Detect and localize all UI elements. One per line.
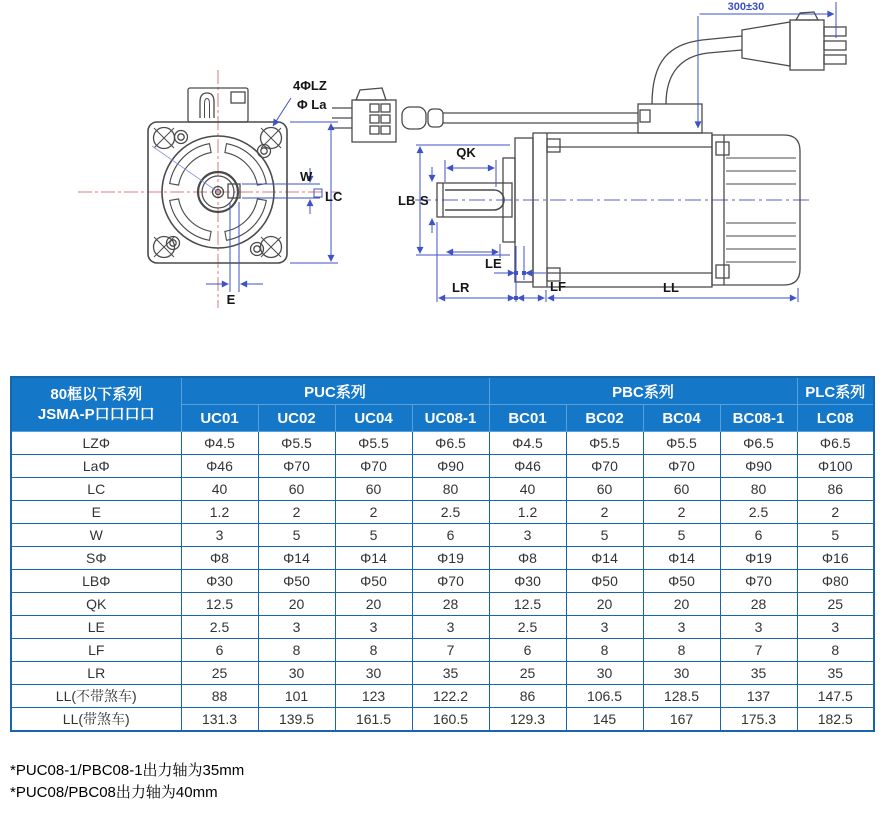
table-cell: Φ6.5 — [720, 432, 797, 455]
dim-label-le: LE — [485, 256, 502, 271]
table-cell: 128.5 — [643, 685, 720, 708]
corner-line1: 80框以下系列 — [50, 386, 143, 403]
table-cell: 8 — [335, 639, 412, 662]
table-cell: 2.5 — [181, 616, 258, 639]
table-cell: Φ46 — [489, 455, 566, 478]
table-cell: 25 — [489, 662, 566, 685]
table-cell: Φ5.5 — [335, 432, 412, 455]
table-cell: 106.5 — [566, 685, 643, 708]
table-cell: Φ50 — [258, 570, 335, 593]
table-cell: Φ14 — [566, 547, 643, 570]
table-cell: 30 — [643, 662, 720, 685]
dim-label-s: S — [420, 193, 429, 208]
cable-strain-relief — [402, 107, 426, 129]
power-connector — [742, 12, 846, 70]
table-row — [11, 662, 874, 685]
table-cell: 35 — [797, 662, 874, 685]
table-cell: 88 — [181, 685, 258, 708]
row-label: LF — [11, 639, 181, 662]
column-header: BC04 — [643, 405, 720, 432]
cooling-fins — [726, 158, 796, 262]
table-cell: 167 — [643, 708, 720, 732]
table-cell: 101 — [258, 685, 335, 708]
table-cell: 147.5 — [797, 685, 874, 708]
table-cell: Φ14 — [335, 547, 412, 570]
table-cell: Φ19 — [720, 547, 797, 570]
power-cable — [652, 36, 742, 104]
table-row — [11, 478, 874, 501]
table-cell: 3 — [720, 616, 797, 639]
table-cell: 20 — [335, 593, 412, 616]
row-label: QK — [11, 593, 181, 616]
table-cell: Φ50 — [566, 570, 643, 593]
table-cell: 86 — [489, 685, 566, 708]
junction-box — [638, 104, 702, 133]
table-cell: 28 — [720, 593, 797, 616]
column-header: LC08 — [797, 405, 874, 432]
table-cell: 2 — [258, 501, 335, 524]
table-cell: 122.2 — [412, 685, 489, 708]
table-cell: 1.2 — [181, 501, 258, 524]
table-cell: 80 — [412, 478, 489, 501]
table-cell: 86 — [797, 478, 874, 501]
table-cell: 1.2 — [489, 501, 566, 524]
table-row — [11, 432, 874, 455]
footnotes — [10, 760, 244, 804]
table-cell: 6 — [720, 524, 797, 547]
column-header: BC02 — [566, 405, 643, 432]
table-cell: 3 — [643, 616, 720, 639]
table-cell: 28 — [412, 593, 489, 616]
table-cell: 8 — [797, 639, 874, 662]
table-cell: 5 — [797, 524, 874, 547]
table-cell: Φ8 — [181, 547, 258, 570]
table-cell: Φ50 — [643, 570, 720, 593]
table-cell: Φ6.5 — [797, 432, 874, 455]
dim-label-phila: Φ La — [297, 97, 327, 112]
table-cell: 60 — [643, 478, 720, 501]
series-group-header: PLC系列 — [797, 377, 874, 405]
table-cell: 7 — [720, 639, 797, 662]
table-cell: 25 — [797, 593, 874, 616]
table-cell: 20 — [643, 593, 720, 616]
table-cell: 2 — [566, 501, 643, 524]
table-cell: 3 — [566, 616, 643, 639]
table-cell: Φ80 — [797, 570, 874, 593]
table-cell: 161.5 — [335, 708, 412, 732]
motor-body-side — [533, 133, 712, 287]
table-cell: Φ70 — [412, 570, 489, 593]
table-cell: 2.5 — [720, 501, 797, 524]
table-cell: 137 — [720, 685, 797, 708]
table-cell: 80 — [720, 478, 797, 501]
table-cell: 129.3 — [489, 708, 566, 732]
row-label: LC — [11, 478, 181, 501]
table-cell: 6 — [489, 639, 566, 662]
corner-line2: JSMA-P口口口口 — [37, 405, 155, 423]
table-cell: 20 — [258, 593, 335, 616]
table-row — [11, 455, 874, 478]
column-header: UC08-1 — [412, 405, 489, 432]
row-label: LL(带煞车) — [11, 708, 181, 732]
table-cell: 5 — [643, 524, 720, 547]
dim-label-cable-length: 300±30 — [727, 1, 765, 13]
table-cell: 2 — [797, 501, 874, 524]
table-cell: Φ70 — [720, 570, 797, 593]
table-cell: 8 — [566, 639, 643, 662]
dim-label-lb: LB — [398, 193, 416, 208]
footnote-1: *PUC08-1/PBC08-1出力轴为35mm — [10, 762, 245, 779]
column-header: BC01 — [489, 405, 566, 432]
dim-label-lc: LC — [325, 189, 343, 204]
table-cell: Φ70 — [566, 455, 643, 478]
row-label: LR — [11, 662, 181, 685]
table-cell: 12.5 — [489, 593, 566, 616]
dim-label-lf: LF — [550, 279, 566, 294]
row-label: LaΦ — [11, 455, 181, 478]
motor-dimension-drawing — [0, 0, 885, 372]
table-cell: 25 — [181, 662, 258, 685]
table-cell: 2 — [643, 501, 720, 524]
table-cell: 2.5 — [412, 501, 489, 524]
spec-table-body — [11, 432, 874, 732]
row-label: SΦ — [11, 547, 181, 570]
table-cell: 160.5 — [412, 708, 489, 732]
table-cell: Φ50 — [335, 570, 412, 593]
table-cell: 3 — [797, 616, 874, 639]
table-cell: 123 — [335, 685, 412, 708]
spec-table-head — [11, 377, 874, 432]
table-row — [11, 708, 874, 732]
table-cell: 182.5 — [797, 708, 874, 732]
table-cell: Φ19 — [412, 547, 489, 570]
dim-label-qk: QK — [456, 145, 476, 160]
table-cell: Φ46 — [181, 455, 258, 478]
table-cell: Φ30 — [181, 570, 258, 593]
table-row — [11, 639, 874, 662]
table-cell: 40 — [489, 478, 566, 501]
table-cell: Φ5.5 — [643, 432, 720, 455]
row-label: LZΦ — [11, 432, 181, 455]
table-cell: Φ70 — [643, 455, 720, 478]
row-label: LL(不带煞车) — [11, 685, 181, 708]
column-header: UC02 — [258, 405, 335, 432]
table-cell: 131.3 — [181, 708, 258, 732]
dim-label-lr: LR — [452, 280, 470, 295]
table-cell: Φ5.5 — [258, 432, 335, 455]
table-cell: 40 — [181, 478, 258, 501]
encoder-connector — [332, 88, 396, 142]
table-cell: Φ70 — [258, 455, 335, 478]
dim-label-4philz: 4ΦLZ — [293, 78, 327, 93]
table-cell: 8 — [258, 639, 335, 662]
table-cell: 20 — [566, 593, 643, 616]
table-cell: 60 — [258, 478, 335, 501]
series-group-header: PUC系列 — [181, 377, 489, 405]
dim-label-e: E — [226, 292, 236, 307]
table-cell: 35 — [720, 662, 797, 685]
footnote-2: *PUC08/PBC08出力轴为40mm — [10, 783, 218, 801]
series-group-header: PBC系列 — [489, 377, 797, 405]
table-cell: Φ4.5 — [181, 432, 258, 455]
table-cell: Φ70 — [335, 455, 412, 478]
row-label: LBΦ — [11, 570, 181, 593]
table-cell: Φ90 — [720, 455, 797, 478]
table-cell: 5 — [335, 524, 412, 547]
table-row — [11, 501, 874, 524]
table-cell: 30 — [258, 662, 335, 685]
table-cell: Φ30 — [489, 570, 566, 593]
table-row — [11, 524, 874, 547]
motor-side-view — [332, 12, 846, 287]
table-cell: 175.3 — [720, 708, 797, 732]
table-cell: 145 — [566, 708, 643, 732]
table-cell: 35 — [412, 662, 489, 685]
table-cell: 8 — [643, 639, 720, 662]
table-cell: Φ5.5 — [566, 432, 643, 455]
table-cell: Φ14 — [643, 547, 720, 570]
table-cell: 6 — [412, 524, 489, 547]
table-cell: 7 — [412, 639, 489, 662]
table-cell: 30 — [566, 662, 643, 685]
table-cell: 60 — [566, 478, 643, 501]
table-cell: Φ100 — [797, 455, 874, 478]
table-row — [11, 593, 874, 616]
row-label: LE — [11, 616, 181, 639]
table-cell: 2.5 — [489, 616, 566, 639]
table-cell: Φ14 — [258, 547, 335, 570]
table-cell: 3 — [258, 616, 335, 639]
header-group-row — [11, 377, 874, 405]
row-label: E — [11, 501, 181, 524]
column-header: BC08-1 — [720, 405, 797, 432]
spec-table — [10, 376, 875, 732]
table-cell: 30 — [335, 662, 412, 685]
table-cell: Φ16 — [797, 547, 874, 570]
side-view-dimensions — [416, 2, 836, 302]
corner-header — [11, 377, 181, 432]
table-row — [11, 685, 874, 708]
table-cell: 2 — [335, 501, 412, 524]
table-cell: Φ4.5 — [489, 432, 566, 455]
table-cell: Φ90 — [412, 455, 489, 478]
table-row — [11, 616, 874, 639]
table-cell: 3 — [181, 524, 258, 547]
table-cell: 5 — [566, 524, 643, 547]
table-cell: Φ8 — [489, 547, 566, 570]
column-header: UC04 — [335, 405, 412, 432]
table-cell: 139.5 — [258, 708, 335, 732]
table-row — [11, 547, 874, 570]
table-cell: 60 — [335, 478, 412, 501]
table-row — [11, 570, 874, 593]
table-cell: Φ6.5 — [412, 432, 489, 455]
table-cell: 6 — [181, 639, 258, 662]
dim-label-ll: LL — [663, 280, 679, 295]
column-header: UC01 — [181, 405, 258, 432]
table-cell: 3 — [335, 616, 412, 639]
row-label: W — [11, 524, 181, 547]
table-cell: 12.5 — [181, 593, 258, 616]
dim-label-w: W — [300, 169, 313, 184]
table-cell: 3 — [412, 616, 489, 639]
table-cell: 5 — [258, 524, 335, 547]
table-cell: 3 — [489, 524, 566, 547]
